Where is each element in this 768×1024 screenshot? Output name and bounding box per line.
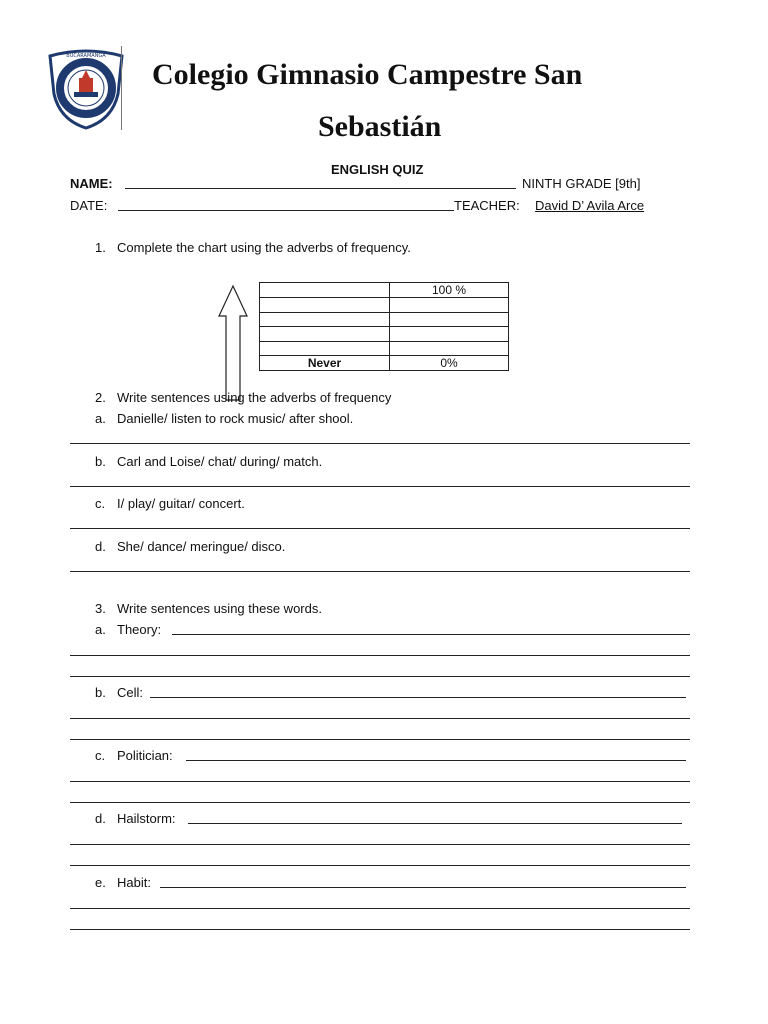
q3-item-d-letter: d.	[95, 811, 106, 826]
chart-cell[interactable]	[390, 341, 509, 356]
q2-item-c-letter: c.	[95, 496, 106, 511]
q3-item-c-text: Politician:	[117, 748, 173, 763]
frequency-chart	[259, 282, 509, 371]
svg-text:BUCARAMANGA: BUCARAMANGA	[66, 53, 106, 59]
q3-item-b-text: Cell:	[117, 685, 144, 700]
q3-item-a-answer-line-2[interactable]	[70, 655, 690, 656]
chart-cell[interactable]	[390, 312, 509, 327]
chart-cell[interactable]	[260, 327, 390, 342]
q3-item-a-answer-line-3[interactable]	[70, 676, 690, 677]
school-name-line1: Colegio Gimnasio Campestre San	[152, 58, 583, 91]
q2-item-d-answer-line[interactable]	[70, 571, 690, 572]
q2-item-a-letter: a.	[95, 411, 106, 426]
chart-cell[interactable]	[390, 327, 509, 342]
teacher-label: TEACHER:	[454, 198, 520, 213]
q3-item-c-answer-line[interactable]	[186, 760, 686, 761]
chart-cell[interactable]	[260, 341, 390, 356]
q3-item-a-answer-line[interactable]	[172, 634, 690, 635]
chart-cell[interactable]	[390, 298, 509, 313]
q3-item-e-letter: e.	[95, 875, 106, 890]
q3-item-c-answer-line-3[interactable]	[70, 802, 690, 803]
q3-item-d-answer-line-3[interactable]	[70, 865, 690, 866]
quiz-title: ENGLISH QUIZ	[331, 162, 424, 177]
q2-item-a-answer-line[interactable]	[70, 443, 690, 444]
chart-cell[interactable]	[260, 283, 390, 298]
q2-item-d-text: She/ dance/ meringue/ disco.	[117, 539, 286, 554]
q3-item-d-text: Hailstorm:	[117, 811, 176, 826]
school-crest-icon	[46, 48, 126, 130]
name-answer-line[interactable]	[125, 188, 516, 189]
name-label: NAME:	[70, 176, 113, 191]
q3-item-b-answer-line-3[interactable]	[70, 739, 690, 740]
q3-text: Write sentences using these words.	[117, 601, 322, 616]
q2-number: 2.	[95, 390, 106, 405]
q2-item-d-letter: d.	[95, 539, 106, 554]
q3-item-e-text: Habit:	[117, 875, 151, 890]
logo-divider	[121, 46, 122, 130]
q2-item-b-answer-line[interactable]	[70, 486, 690, 487]
chart-value-top: 100 %	[390, 283, 509, 298]
q3-item-e-answer-line-2[interactable]	[70, 908, 690, 909]
chart-cell[interactable]	[260, 312, 390, 327]
q3-item-c-answer-line-2[interactable]	[70, 781, 690, 782]
q2-item-b-text: Carl and Loise/ chat/ during/ match.	[117, 454, 323, 469]
date-answer-line[interactable]	[118, 210, 454, 211]
school-logo	[46, 48, 126, 130]
q2-item-c-text: I/ play/ guitar/ concert.	[117, 496, 245, 511]
q3-item-d-answer-line-2[interactable]	[70, 844, 690, 845]
q3-item-e-answer-line-3[interactable]	[70, 929, 690, 930]
teacher-name: David D’ Avila Arce	[535, 198, 645, 213]
q3-item-b-letter: b.	[95, 685, 106, 700]
grade-text: NINTH GRADE [9th]	[522, 176, 641, 191]
q3-item-d-answer-line[interactable]	[188, 823, 682, 824]
q3-item-a-letter: a.	[95, 622, 106, 637]
q3-item-b-answer-line[interactable]	[150, 697, 686, 698]
q3-item-b-answer-line-2[interactable]	[70, 718, 690, 719]
date-label: DATE:	[70, 198, 108, 213]
chart-cell[interactable]	[260, 298, 390, 313]
q1-number: 1.	[95, 240, 106, 255]
chart-value-bottom: 0%	[390, 356, 509, 371]
q2-text: Write sentences using the adverbs of frequency	[117, 390, 392, 405]
q2-item-a-text: Danielle/ listen to rock music/ after shool.	[117, 411, 354, 426]
chart-label-bottom: Never	[260, 356, 390, 371]
q3-item-a-text: Theory:	[117, 622, 162, 637]
q2-item-b-letter: b.	[95, 454, 106, 469]
q1-text: Complete the chart using the adverbs of frequency.	[117, 240, 411, 255]
q2-item-c-answer-line[interactable]	[70, 528, 690, 529]
q3-number: 3.	[95, 601, 106, 616]
school-name-line2: Sebastián	[318, 110, 442, 143]
q3-item-c-letter: c.	[95, 748, 106, 763]
up-arrow-icon	[216, 284, 250, 402]
q3-item-e-answer-line[interactable]	[160, 887, 686, 888]
